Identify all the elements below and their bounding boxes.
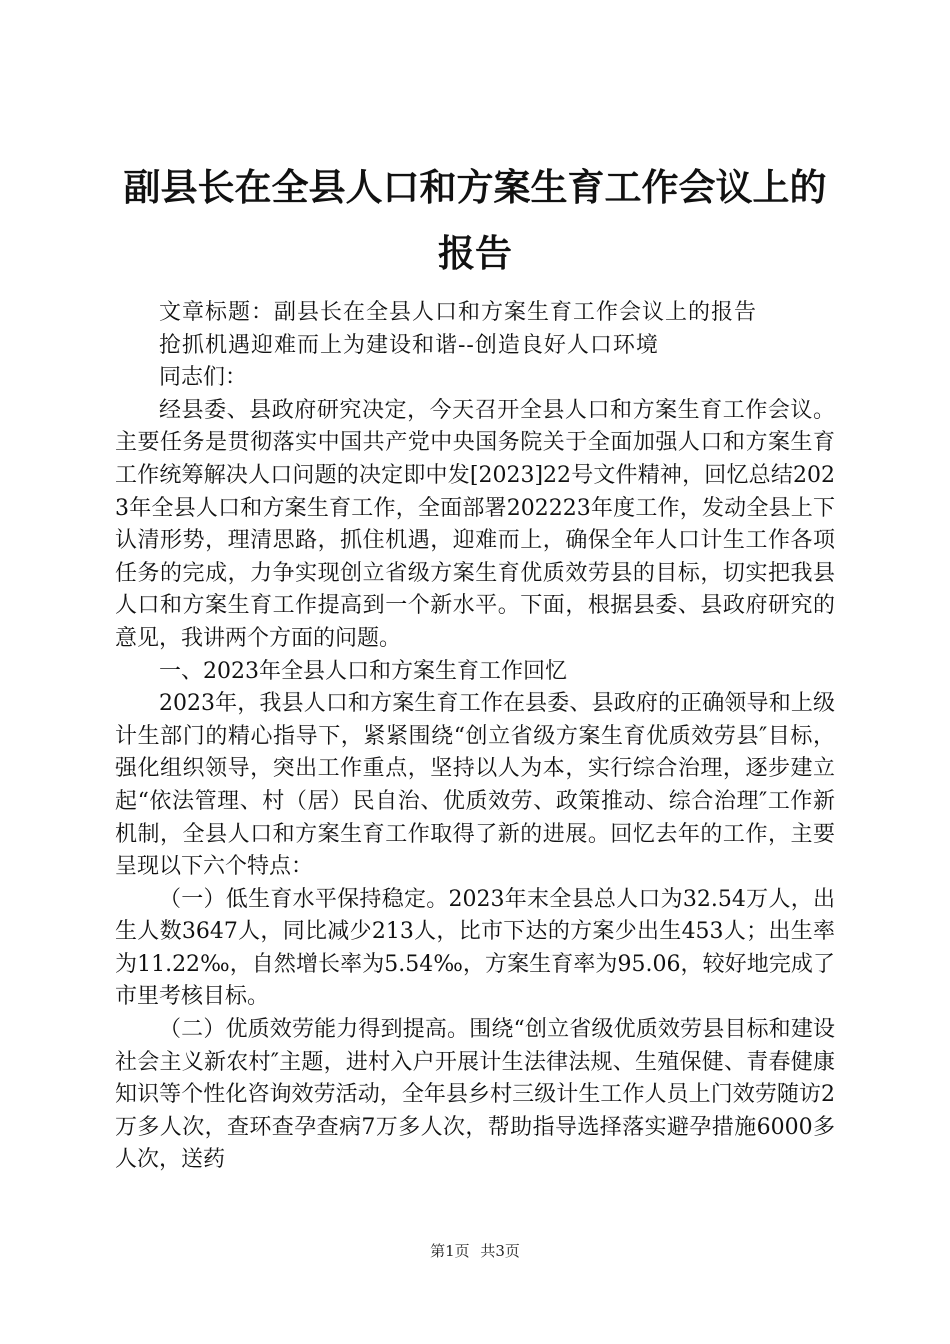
- paragraph: 经县委、县政府研究决定，今天召开全县人口和方案生育工作会议。主要任务是贯彻落实中国共产党中央国务院关于全面加强人口和方案生育工作统筹解决人口问题的决定即中发[2023]22号文件精神，回忆总结2023年全县人口和方案生育工作，全面部署202223年度工作，发动全县上下认清形势，理清思路，抓住机遇，迎难而上，确保全年人口计生工作各项任务的完成，力争实现创立省级方案生育优质效劳县的目标，切实把我县人口和方案生育工作提高到一个新水平。下面，根据县委、县政府研究的意见，我讲两个方面的问题。: [115, 397, 835, 651]
- page-total: 共3页: [480, 1242, 520, 1260]
- document-title: 副县长在全县人口和方案生育工作会议上的报告: [123, 165, 827, 275]
- subtitle-line: 抢抓机遇迎难而上为建设和谐--创造良好人口环境: [159, 332, 659, 358]
- paragraph: 2023年，我县人口和方案生育工作在县委、县政府的正确领导和上级计生部门的精心指导下，紧紧围绕“创立省级方案生育优质效劳县″目标，强化组织领导，突出工作重点，坚持以人为本，实行综合治理，逐步建立起“依法管理、村（居）民自治、优质效劳、政策推动、综合治理″工作新机制，全县人口和方案生育工作取得了新的进展。回忆去年的工作，主要呈现以下六个特点：: [115, 691, 835, 880]
- document-body: [115, 297, 835, 1177]
- section-heading: 一、2023年全县人口和方案生育工作回忆: [159, 658, 567, 684]
- salutation: 同志们：: [159, 365, 248, 391]
- page-footer: [0, 1240, 950, 1261]
- page-number: 第1页: [430, 1242, 470, 1260]
- article-title-line: 文章标题：副县长在全县人口和方案生育工作会议上的报告: [159, 300, 758, 325]
- paragraph: （一）低生育水平保持稳定。2023年末全县总人口为32.54万人，出生人数3647人，同比减少213人，比市下达的方案少出生453人；出生率为11.22‰，自然增长率为5.54‰，方案生育率为95.06，较好地完成了市里考核目标。: [115, 886, 835, 1010]
- paragraph: （二）优质效劳能力得到提高。围绕“创立省级优质效劳县目标和建设社会主义新农村″主题，进村入户开展计生法律法规、生殖保健、青春健康知识等个性化咨询效劳活动，全年县乡村三级计生工作人员上门效劳随访2万多人次，查环查孕查病7万多人次，帮助指导选择落实避孕措施6000多人次，送药: [115, 1017, 835, 1173]
